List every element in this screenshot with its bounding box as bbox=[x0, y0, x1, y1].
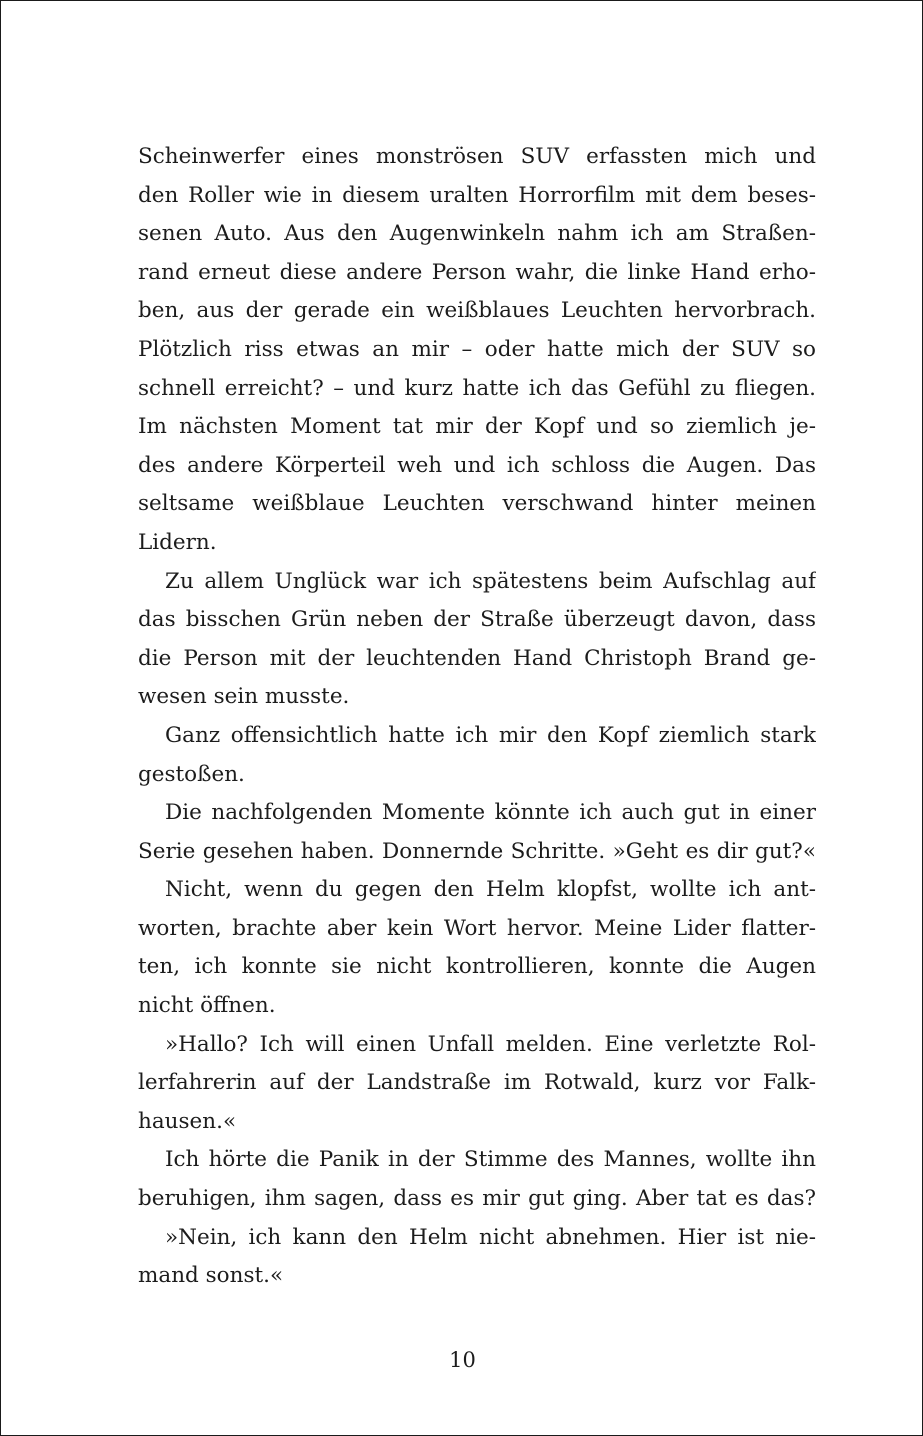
text-line: den Roller wie in diesem uralten Horrorfilm mit dem beses- bbox=[138, 182, 816, 208]
text-line: gestoßen. bbox=[138, 761, 245, 787]
text-line: Nicht, wenn du gegen den Helm klopfst, wollte ich ant- bbox=[165, 877, 816, 903]
text-line: mand sonst.« bbox=[138, 1263, 284, 1289]
text-line: Serie gesehen haben. Donnernde Schritte. »Geht es dir gut?« bbox=[138, 838, 816, 864]
page-number: 10 bbox=[449, 1348, 476, 1372]
text-line: hausen.« bbox=[138, 1108, 237, 1134]
text-line: »Hallo? Ich will einen Unfall melden. Eine verletzte Rol- bbox=[165, 1031, 816, 1057]
text-line: lerfahrerin auf der Landstraße im Rotwald, kurz vor Falk- bbox=[138, 1070, 816, 1096]
text-line: nicht öffnen. bbox=[138, 993, 276, 1019]
text-line: worten, brachte aber kein Wort hervor. Meine Lider flatter- bbox=[138, 915, 816, 941]
text-line: ten, ich konnte sie nicht kontrollieren, konnte die Augen bbox=[138, 954, 816, 980]
text-line: Im nächsten Moment tat mir der Kopf und so ziemlich je- bbox=[138, 414, 816, 440]
text-line: seltsame weißblaue Leuchten verschwand hinter meinen bbox=[138, 491, 816, 517]
text-line: »Nein, ich kann den Helm nicht abnehmen. Hier ist nie- bbox=[165, 1224, 816, 1250]
text-line: beruhigen, ihm sagen, dass es mir gut ging. Aber tat es das? bbox=[138, 1186, 816, 1212]
text-line: senen Auto. Aus den Augenwinkeln nahm ich am Straßen- bbox=[138, 221, 816, 247]
text-line: Lidern. bbox=[138, 529, 217, 555]
text-line: des andere Körperteil weh und ich schloss die Augen. Das bbox=[138, 452, 816, 478]
text-line: die Person mit der leuchtenden Hand Christoph Brand ge- bbox=[138, 645, 816, 671]
text-line: Ich hörte die Panik in der Stimme des Mannes, wollte ihn bbox=[165, 1147, 816, 1173]
text-line: Scheinwerfer eines monströsen SUV erfassten mich und bbox=[138, 144, 816, 169]
text-line: schnell erreicht? – und kurz hatte ich das Gefühl zu fliegen. bbox=[138, 375, 816, 401]
body-text bbox=[138, 138, 816, 1296]
text-line: das bisschen Grün neben der Straße überzeugt davon, dass bbox=[138, 607, 816, 633]
text-line: rand erneut diese andere Person wahr, die linke Hand erho- bbox=[138, 259, 816, 285]
text-line: Die nachfolgenden Momente könnte ich auch gut in einer bbox=[165, 800, 816, 826]
text-line: wesen sein musste. bbox=[138, 684, 350, 710]
text-line: ben, aus der gerade ein weißblaues Leuchten hervorbrach. bbox=[138, 298, 816, 324]
text-line: Ganz offensichtlich hatte ich mir den Kopf ziemlich stark bbox=[165, 722, 816, 748]
text-line: Zu allem Unglück war ich spätestens beim Aufschlag auf bbox=[165, 568, 816, 594]
text-line: Plötzlich riss etwas an mir – oder hatte mich der SUV so bbox=[138, 336, 816, 362]
